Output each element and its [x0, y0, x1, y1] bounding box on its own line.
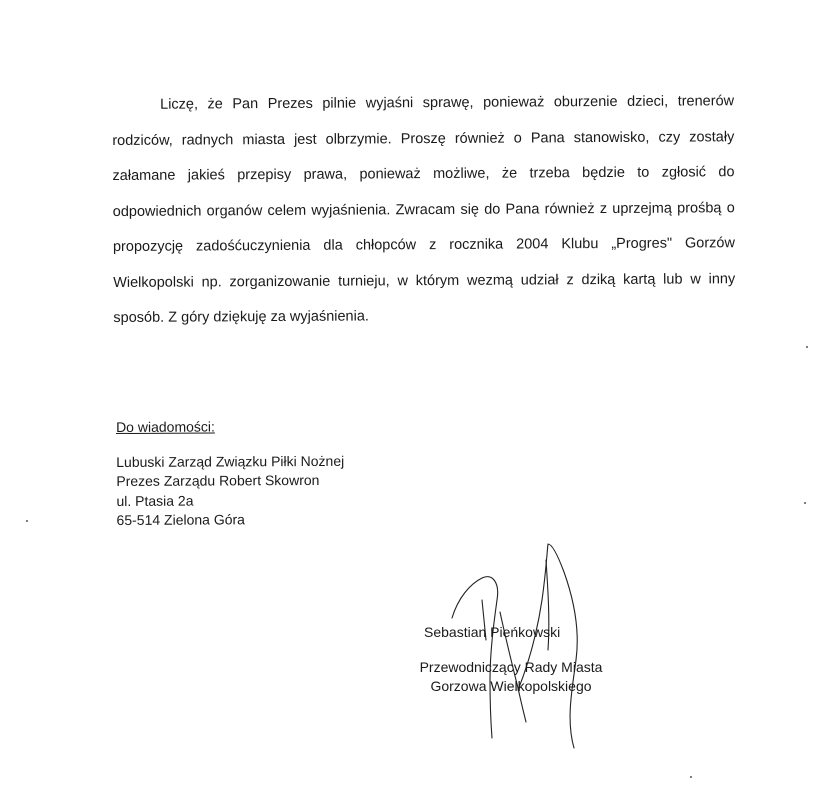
cc-recipient-organization: Lubuski Zarząd Związku Piłki Nożnej	[116, 452, 345, 470]
scan-speck	[804, 502, 806, 504]
signatory-role-line-1: Przewodniczący Rady Miasta	[419, 659, 603, 675]
cc-heading: Do wiadomości:	[116, 418, 215, 435]
cc-recipient-city: 65-514 Zielona Góra	[116, 511, 245, 528]
scan-speck	[806, 346, 808, 348]
signatory-name: Sebastian Pieńkowski	[424, 624, 561, 640]
signatory-role	[404, 658, 618, 696]
signature-right-loop	[518, 544, 577, 748]
cc-recipient-person: Prezes Zarządu Robert Skowron	[116, 471, 320, 489]
letter-body-paragraph: Liczę, że Pan Prezes pilnie wyjaśni sprawę, ponieważ oburzenie dzieci, trenerów rodziców, radnych miasta jest olbrzymie. Proszę również o Pana stanowisko, czy zostały załamane jakieś przepisy prawa, ponieważ możliwe, że trzeba będzie to zgłosić do odpowiednich organów celem wyjaśnienia. Zwracam się do Pana również z uprzejmą prośbą o propozycję zadośćuczynienia dla chłopców z rocznika 2004 Klubu „Progres" Gorzów Wielkopolski np. zorganizowanie turnieju, w którym wezmą udział z dziką kartą lub w inny sposób. Z góry dziękuję za wyjaśnienia.	[112, 93, 736, 326]
cc-block	[116, 417, 345, 531]
signatory-role-line-2: Gorzowa Wielkopolskiego	[430, 678, 592, 694]
cc-recipient-street: ul. Ptasia 2a	[116, 492, 194, 509]
scan-speck	[26, 520, 28, 522]
scan-speck	[690, 776, 692, 778]
